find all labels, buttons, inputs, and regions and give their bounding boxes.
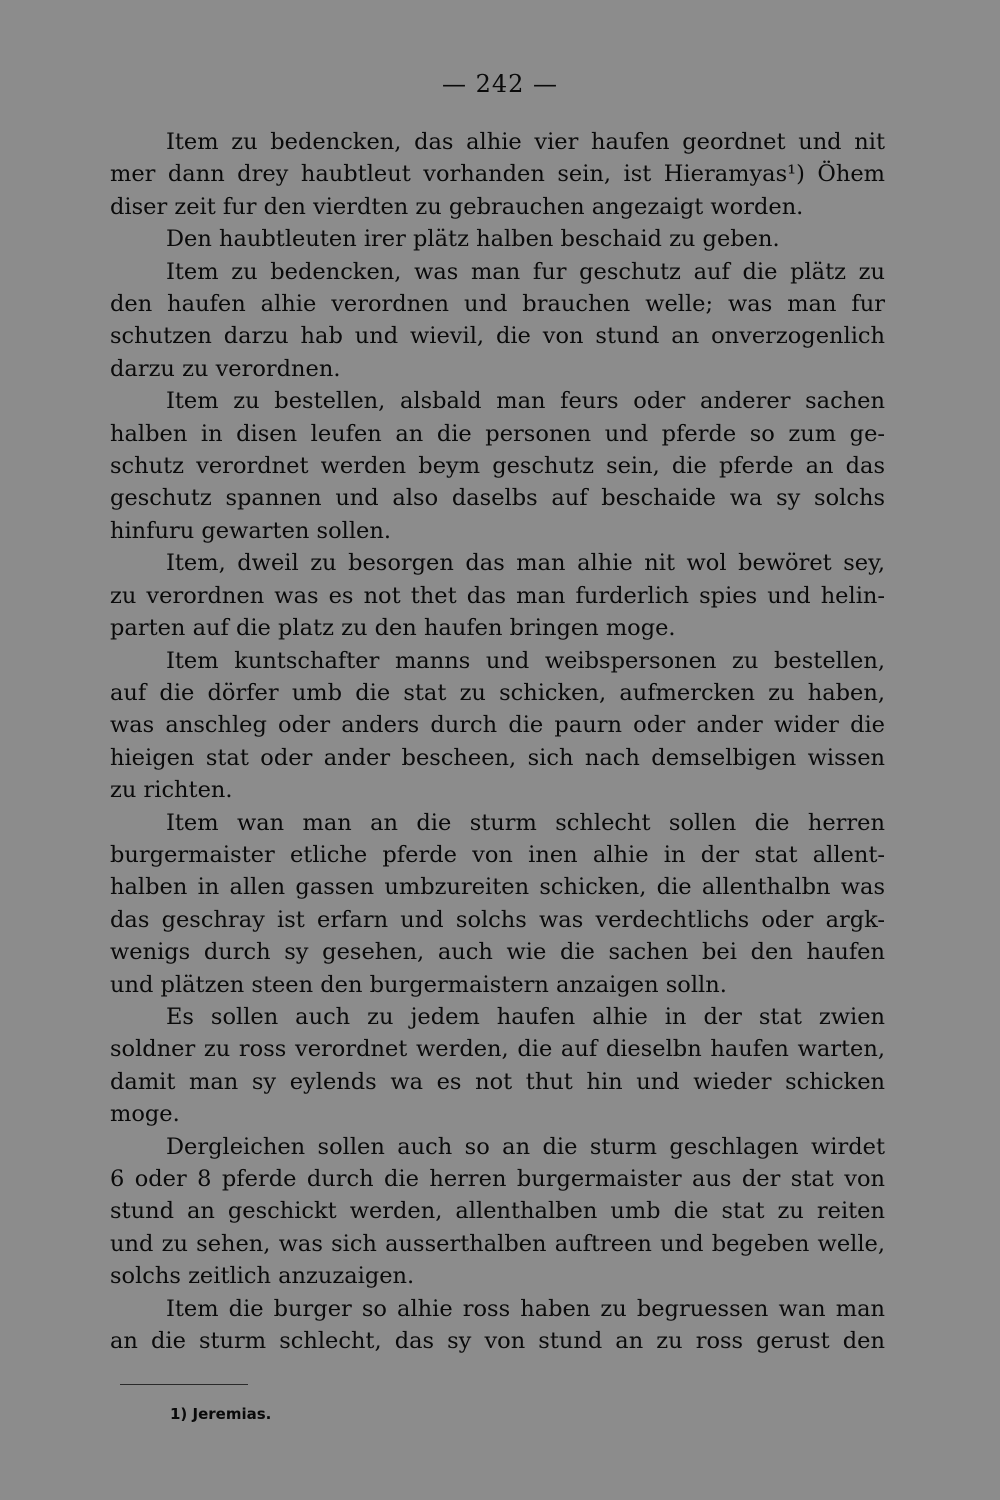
text-line: Item, dweil zu besorgen das man alhie nit wol bewöret sey,: [166, 550, 885, 577]
text-line: zu richten.: [110, 777, 233, 804]
text-line: 6 oder 8 pferde durch die herren burgermaister aus der stat von: [110, 1166, 885, 1192]
paragraph: [110, 1001, 885, 1131]
text-line: parten auf die platz zu den haufen bringen moge.: [110, 615, 676, 642]
paragraph: [110, 807, 885, 1001]
text-line: das geschray ist erfarn und solchs was verdechtlichs oder argk-: [110, 906, 885, 933]
text-line: burgermaister etliche pferde von inen alhie in der stat allent-: [110, 841, 885, 868]
text-line: Den haubtleuten irer plätz halben beschaid zu geben.: [166, 226, 780, 253]
paragraph: [110, 1293, 885, 1358]
paragraph: [110, 385, 885, 547]
text-line: halben in disen leufen an die personen und pferde so zum ge-: [110, 420, 885, 447]
text-line: zu verordnen was es not thet das man furderlich spies und helin-: [110, 582, 885, 609]
text-line: halben in allen gassen umbzureiten schicken, die allenthalbn was: [110, 874, 885, 901]
text-line: Item kuntschafter manns und weibspersonen zu bestellen,: [166, 647, 885, 674]
body-text: [110, 126, 885, 1357]
text-line: darzu zu verordnen.: [110, 355, 341, 382]
text-line: und zu sehen, was sich ausserthalben auftreen und begeben welle,: [110, 1230, 885, 1257]
text-line: Item zu bedencken, was man fur geschutz auf die plätz zu: [166, 258, 885, 285]
text-line: an die sturm schlecht, das sy von stund an zu ross gerust den: [110, 1328, 885, 1355]
text-line: hieigen stat oder ander bescheen, sich nach demselbigen wissen: [110, 744, 885, 771]
text-line: hinfuru gewarten sollen.: [110, 517, 391, 544]
text-line: solchs zeitlich anzuzaigen.: [110, 1263, 415, 1290]
text-line: Item die burger so alhie ross haben zu begruessen wan man: [166, 1295, 885, 1322]
paragraph: [110, 645, 885, 807]
text-line: Item zu bedencken, das alhie vier haufen geordnet und nit: [166, 129, 885, 155]
text-line: soldner zu ross verordnet werden, die auf dieselbn haufen warten,: [110, 1036, 885, 1063]
paragraph: [110, 1131, 885, 1293]
text-line: Es sollen auch zu jedem haufen alhie in der stat zwien: [166, 1003, 885, 1030]
page-number: — 242 —: [441, 70, 559, 98]
paragraph: [110, 126, 885, 223]
text-line: damit man sy eylends wa es not thut hin und wieder schicken: [110, 1068, 885, 1095]
text-line: geschutz spannen und also daselbs auf beschaide wa sy solchs: [110, 485, 885, 512]
paragraph: [110, 223, 885, 255]
text-line: stund an geschickt werden, allenthalben umb die stat zu reiten: [110, 1198, 885, 1225]
paragraph: [110, 256, 885, 386]
text-line: was anschleg oder anders durch die paurn oder ander wider die: [110, 712, 885, 739]
text-line: schutz verordnet werden beym geschutz sein, die pferde an das: [110, 453, 885, 480]
text-line: und plätzen steen den burgermaistern anzaigen solln.: [110, 971, 727, 998]
text-line: auf die dörfer umb die stat zu schicken, aufmercken zu haben,: [110, 679, 885, 706]
footnote: 1) Jeremias.: [170, 1405, 272, 1423]
text-line: Dergleichen sollen auch so an die sturm geschlagen wirdet: [166, 1133, 885, 1160]
text-line: Item zu bestellen, alsbald man feurs oder anderer sachen: [166, 388, 885, 415]
text-line: Item wan man an die sturm schlecht sollen die herren: [166, 809, 885, 836]
footnote-divider: [120, 1384, 248, 1385]
text-line: mer dann drey haubtleut vorhanden sein, ist Hieramyas¹) Öhem: [110, 161, 885, 188]
paragraph: [110, 547, 885, 644]
text-line: diser zeit fur den vierdten zu gebrauchen angezaigt worden.: [110, 193, 804, 220]
text-line: schutzen darzu hab und wievil, die von stund an onverzogenlich: [110, 323, 885, 350]
text-line: wenigs durch sy gesehen, auch wie die sachen bei den haufen: [110, 939, 885, 966]
text-line: den haufen alhie verordnen und brauchen welle; was man fur: [110, 291, 885, 318]
text-line: moge.: [110, 1101, 180, 1128]
